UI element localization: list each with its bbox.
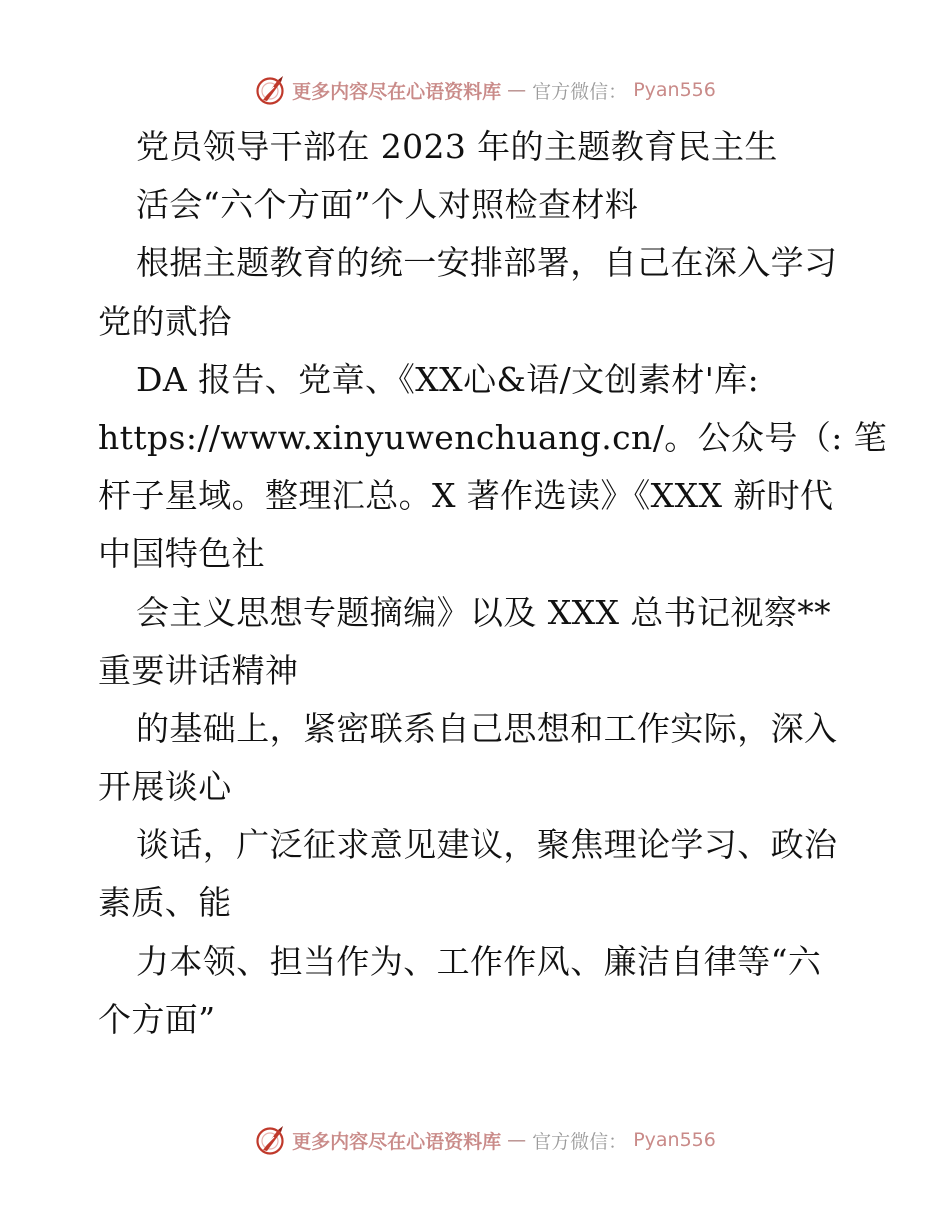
doc-line-4: 党的贰拾: [98, 301, 232, 341]
quill-pen-logo-icon: [254, 74, 286, 106]
footer-brand-text: 更多内容尽在心语资料库: [292, 1130, 502, 1153]
document-body: [98, 118, 888, 1049]
doc-line-14: 素质、能: [98, 883, 232, 923]
doc-line-10: 重要讲话精神: [98, 650, 299, 690]
doc-line-8: 中国特色社: [98, 534, 265, 574]
doc-line-1: 党员领导干部在 2023 年的主题教育民主生: [136, 127, 778, 166]
footer-banner-content: [254, 1124, 716, 1156]
footer-contact-label: 官方微信：: [532, 1130, 628, 1153]
header-contact-label: 官方微信：: [532, 80, 628, 103]
doc-line-12: 开展谈心: [98, 767, 232, 807]
header-separator: —: [507, 79, 527, 101]
footer-separator: —: [507, 1129, 527, 1151]
header-banner-content: [254, 74, 716, 106]
footer-banner: [0, 1120, 950, 1160]
doc-line-3: 根据主题教育的统一安排部署，自己在深入学习: [136, 243, 838, 283]
header-contact-id: Pyan556: [633, 79, 716, 101]
doc-line-6: https://www.xinyuwenchuang.cn/。公众号（: 笔: [98, 417, 888, 457]
doc-line-5: DA 报告、党章、《XX心&语/文创素材'库:: [136, 359, 760, 399]
doc-line-13: 谈话，广泛征求意见建议，聚焦理论学习、政治: [136, 825, 838, 865]
doc-line-9: 会主义思想专题摘编》以及 XXX 总书记视察**: [136, 592, 832, 632]
header-brand-text: 更多内容尽在心语资料库: [292, 80, 502, 103]
doc-line-7: 杆子星域。整理汇总。X 著作选读》《XXX 新时代: [98, 476, 834, 516]
header-banner: [0, 70, 950, 110]
doc-line-2: 活会“六个方面”个人对照检查材料: [136, 185, 639, 225]
doc-line-15: 力本领、担当作为、工作作风、廉洁自律等“六: [136, 941, 822, 981]
footer-contact-id: Pyan556: [633, 1129, 716, 1151]
doc-line-11: 的基础上，紧密联系自己思想和工作实际，深入: [136, 708, 838, 748]
quill-pen-logo-icon: [254, 1124, 286, 1156]
doc-line-16: 个方面”: [98, 999, 216, 1039]
